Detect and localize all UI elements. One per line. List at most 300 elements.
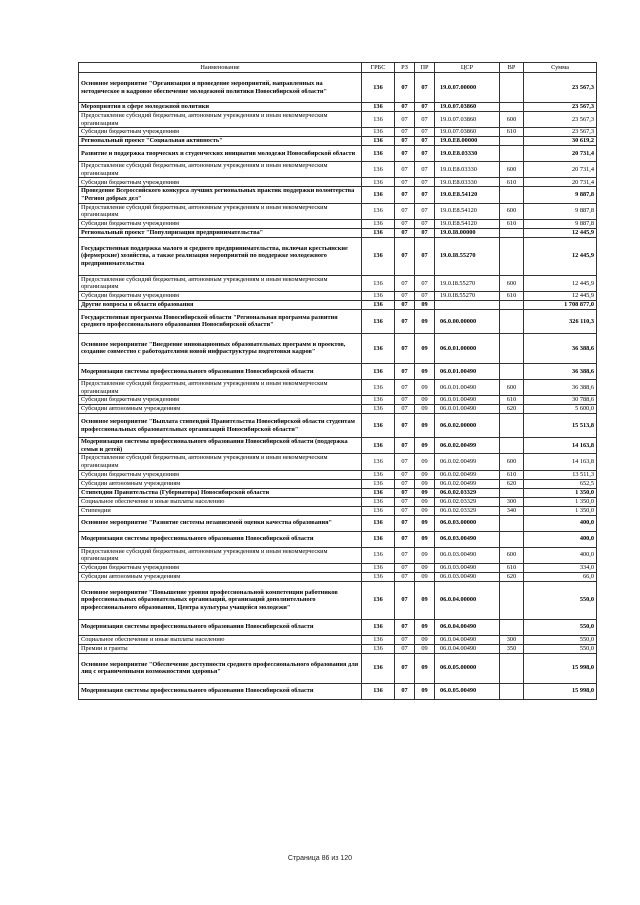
row-pr-cell: 07: [415, 203, 435, 219]
row-rz-cell: 07: [395, 479, 415, 488]
row-rz-cell: 07: [395, 112, 415, 128]
row-grbs-cell: 136: [362, 653, 395, 683]
row-csr-cell: 19.0.I8.55270: [435, 291, 500, 300]
header-rz: РЗ: [395, 63, 415, 73]
row-grbs-cell: 136: [362, 488, 395, 497]
row-sum-cell: 15 998,0: [524, 683, 597, 699]
row-name-cell: Субсидии автономным учреждениям: [79, 572, 362, 581]
row-name-cell: Субсидии бюджетным учреждениям: [79, 178, 362, 187]
row-csr-cell: 06.0.02.00000: [435, 414, 500, 438]
row-vr-cell: 600: [500, 547, 524, 563]
row-vr-cell: 340: [500, 506, 524, 515]
row-name-cell: Другие вопросы в области образования: [79, 300, 362, 309]
table-row: [79, 363, 597, 379]
row-vr-cell: 620: [500, 479, 524, 488]
row-csr-cell: 19.0.E8.54120: [435, 187, 500, 203]
row-vr-cell: 600: [500, 454, 524, 470]
row-sum-cell: 550,0: [524, 644, 597, 653]
row-sum-cell: 23 567,3: [524, 73, 597, 103]
row-grbs-cell: 136: [362, 531, 395, 547]
row-csr-cell: 06.0.02.03329: [435, 488, 500, 497]
row-grbs-cell: 136: [362, 572, 395, 581]
table-row: [79, 479, 597, 488]
row-sum-cell: 66,0: [524, 572, 597, 581]
row-name-cell: Государственная программа Новосибирской области "Региональная программа развития среднего профессионального образования Новосибирской области": [79, 309, 362, 333]
row-rz-cell: 07: [395, 237, 415, 275]
row-vr-cell: [500, 309, 524, 333]
row-grbs-cell: 136: [362, 103, 395, 112]
row-sum-cell: 400,0: [524, 515, 597, 531]
row-sum-cell: 326 110,3: [524, 309, 597, 333]
row-vr-cell: 610: [500, 396, 524, 405]
row-name-cell: Предоставление субсидий бюджетным, автономным учреждениям и иным некоммерческим организациям: [79, 454, 362, 470]
row-rz-cell: 07: [395, 137, 415, 146]
row-vr-cell: 600: [500, 275, 524, 291]
row-name-cell: Основное мероприятие "Организация и проведение мероприятий, направленных на методическое и кадровое обеспечение молодежной политики Новосибирской области": [79, 73, 362, 103]
row-rz-cell: 07: [395, 128, 415, 137]
row-sum-cell: 36 388,6: [524, 333, 597, 363]
row-csr-cell: 06.0.01.00490: [435, 363, 500, 379]
row-sum-cell: 5 600,0: [524, 405, 597, 414]
row-sum-cell: 23 567,3: [524, 112, 597, 128]
row-csr-cell: 19.0.07.03860: [435, 128, 500, 137]
row-vr-cell: [500, 581, 524, 619]
row-sum-cell: 652,5: [524, 479, 597, 488]
budget-table: [78, 62, 597, 700]
row-sum-cell: 9 887,8: [524, 219, 597, 228]
header-pr: ПР: [415, 63, 435, 73]
row-rz-cell: 07: [395, 162, 415, 178]
table-row: [79, 291, 597, 300]
row-name-cell: Социальное обеспечение и иные выплаты населению: [79, 497, 362, 506]
row-pr-cell: 09: [415, 531, 435, 547]
row-grbs-cell: 136: [362, 635, 395, 644]
row-pr-cell: 09: [415, 644, 435, 653]
row-rz-cell: 07: [395, 497, 415, 506]
row-grbs-cell: 136: [362, 506, 395, 515]
row-vr-cell: [500, 653, 524, 683]
row-pr-cell: 09: [415, 405, 435, 414]
row-sum-cell: 15 998,0: [524, 653, 597, 683]
row-vr-cell: 600: [500, 112, 524, 128]
row-vr-cell: 620: [500, 405, 524, 414]
row-sum-cell: 14 163,8: [524, 438, 597, 454]
row-rz-cell: 07: [395, 619, 415, 635]
row-sum-cell: 1 708 877,0: [524, 300, 597, 309]
row-pr-cell: 07: [415, 103, 435, 112]
row-pr-cell: 07: [415, 73, 435, 103]
row-csr-cell: 19.0.07.00000: [435, 73, 500, 103]
row-name-cell: Предоставление субсидий бюджетным, автономным учреждениям и иным некоммерческим организациям: [79, 547, 362, 563]
row-sum-cell: 30 619,2: [524, 137, 597, 146]
row-sum-cell: 36 388,6: [524, 363, 597, 379]
row-csr-cell: 06.0.02.00499: [435, 479, 500, 488]
table-row: [79, 531, 597, 547]
row-name-cell: Основное мероприятие "Развитие системы независимой оценки качества образования": [79, 515, 362, 531]
row-vr-cell: 600: [500, 203, 524, 219]
row-pr-cell: 09: [415, 653, 435, 683]
row-name-cell: Субсидии автономным учреждениям: [79, 479, 362, 488]
row-sum-cell: 14 163,8: [524, 454, 597, 470]
row-rz-cell: 07: [395, 146, 415, 162]
row-csr-cell: 19.0.07.03860: [435, 103, 500, 112]
table-row: [79, 228, 597, 237]
row-vr-cell: [500, 438, 524, 454]
row-csr-cell: 19.0.E8.03330: [435, 146, 500, 162]
row-name-cell: Субсидии бюджетным учреждениям: [79, 396, 362, 405]
row-csr-cell: 19.0.I8.55270: [435, 275, 500, 291]
row-csr-cell: 06.0.03.00490: [435, 572, 500, 581]
row-name-cell: Мероприятия в сфере молодежной политики: [79, 103, 362, 112]
row-pr-cell: 09: [415, 414, 435, 438]
row-grbs-cell: 136: [362, 228, 395, 237]
row-vr-cell: 300: [500, 497, 524, 506]
row-csr-cell: 06.0.01.00490: [435, 405, 500, 414]
row-pr-cell: 09: [415, 309, 435, 333]
budget-document: [78, 62, 596, 700]
row-pr-cell: 07: [415, 187, 435, 203]
row-pr-cell: 07: [415, 228, 435, 237]
row-grbs-cell: 136: [362, 300, 395, 309]
row-rz-cell: 07: [395, 572, 415, 581]
row-csr-cell: 19.0.07.03860: [435, 112, 500, 128]
row-name-cell: Проведение Всероссийского конкурса лучших региональных практик поддержки волонтерства "Регион добрых дел": [79, 187, 362, 203]
row-csr-cell: 06.0.02.00499: [435, 454, 500, 470]
row-name-cell: Субсидии бюджетным учреждениям: [79, 291, 362, 300]
row-grbs-cell: 136: [362, 275, 395, 291]
row-name-cell: Основное мероприятие "Выплата стипендий Правительства Новосибирской области студентам профессиональных образовательных организаций Новосибирской области": [79, 414, 362, 438]
row-csr-cell: 06.0.01.00490: [435, 396, 500, 405]
table-row: [79, 653, 597, 683]
row-sum-cell: 550,0: [524, 581, 597, 619]
row-grbs-cell: 136: [362, 470, 395, 479]
row-grbs-cell: 136: [362, 619, 395, 635]
row-name-cell: Премии и гранты: [79, 644, 362, 653]
row-vr-cell: 610: [500, 563, 524, 572]
row-pr-cell: 09: [415, 635, 435, 644]
row-rz-cell: 07: [395, 103, 415, 112]
table-row: [79, 515, 597, 531]
row-pr-cell: 07: [415, 128, 435, 137]
row-csr-cell: 06.0.02.00499: [435, 438, 500, 454]
row-pr-cell: 07: [415, 112, 435, 128]
row-csr-cell: 19.0.E8.54120: [435, 203, 500, 219]
row-pr-cell: 07: [415, 162, 435, 178]
row-sum-cell: 550,0: [524, 619, 597, 635]
row-pr-cell: 09: [415, 396, 435, 405]
row-vr-cell: 600: [500, 379, 524, 395]
row-pr-cell: 09: [415, 488, 435, 497]
row-vr-cell: [500, 683, 524, 699]
row-pr-cell: 09: [415, 333, 435, 363]
row-grbs-cell: 136: [362, 162, 395, 178]
table-row: [79, 454, 597, 470]
row-pr-cell: 09: [415, 547, 435, 563]
header-name: Наименование: [79, 63, 362, 73]
row-sum-cell: 30 788,6: [524, 396, 597, 405]
row-pr-cell: 09: [415, 515, 435, 531]
table-row: [79, 237, 597, 275]
row-vr-cell: 610: [500, 128, 524, 137]
row-grbs-cell: 136: [362, 291, 395, 300]
row-csr-cell: 06.0.04.00000: [435, 581, 500, 619]
row-vr-cell: [500, 363, 524, 379]
row-rz-cell: 07: [395, 228, 415, 237]
row-csr-cell: 06.0.05.00000: [435, 653, 500, 683]
row-grbs-cell: 136: [362, 547, 395, 563]
row-pr-cell: 09: [415, 363, 435, 379]
row-rz-cell: 07: [395, 396, 415, 405]
row-sum-cell: 1 350,0: [524, 506, 597, 515]
row-csr-cell: 19.0.E8.54120: [435, 219, 500, 228]
table-row: [79, 488, 597, 497]
row-name-cell: Субсидии автономным учреждениям: [79, 405, 362, 414]
row-sum-cell: 1 350,0: [524, 497, 597, 506]
row-name-cell: Предоставление субсидий бюджетным, автономным учреждениям и иным некоммерческим организациям: [79, 112, 362, 128]
row-rz-cell: 07: [395, 219, 415, 228]
row-sum-cell: 20 731,4: [524, 162, 597, 178]
row-csr-cell: 06.0.03.00490: [435, 531, 500, 547]
table-row: [79, 146, 597, 162]
row-pr-cell: 09: [415, 572, 435, 581]
header-grbs: ГРБС: [362, 63, 395, 73]
row-vr-cell: [500, 146, 524, 162]
row-pr-cell: 09: [415, 479, 435, 488]
row-sum-cell: 400,0: [524, 531, 597, 547]
row-csr-cell: 06.0.00.00000: [435, 309, 500, 333]
row-rz-cell: 07: [395, 300, 415, 309]
table-row: [79, 300, 597, 309]
row-vr-cell: [500, 414, 524, 438]
row-name-cell: Модернизация системы профессионального образования Новосибирской области: [79, 363, 362, 379]
row-vr-cell: 610: [500, 291, 524, 300]
row-csr-cell: 06.0.02.00499: [435, 470, 500, 479]
row-name-cell: Стипендии Правительства (Губернатора) Новосибирской области: [79, 488, 362, 497]
row-grbs-cell: 136: [362, 515, 395, 531]
row-csr-cell: 19.0.E8.00000: [435, 137, 500, 146]
row-pr-cell: 07: [415, 137, 435, 146]
row-vr-cell: 600: [500, 162, 524, 178]
table-row: [79, 414, 597, 438]
row-grbs-cell: 136: [362, 379, 395, 395]
table-row: [79, 379, 597, 395]
row-name-cell: Основное мероприятие "Внедрение инновационных образовательных программ и проектов, создание совместно с работодателями новой инфраструктуры подготовки кадров": [79, 333, 362, 363]
row-rz-cell: 07: [395, 414, 415, 438]
row-rz-cell: 07: [395, 683, 415, 699]
row-pr-cell: 09: [415, 454, 435, 470]
row-rz-cell: 07: [395, 470, 415, 479]
row-pr-cell: 07: [415, 178, 435, 187]
table-row: [79, 203, 597, 219]
row-pr-cell: 07: [415, 237, 435, 275]
row-vr-cell: 610: [500, 178, 524, 187]
row-vr-cell: [500, 333, 524, 363]
row-sum-cell: 20 731,4: [524, 146, 597, 162]
row-csr-cell: 06.0.03.00000: [435, 515, 500, 531]
row-vr-cell: [500, 228, 524, 237]
row-sum-cell: 9 887,8: [524, 203, 597, 219]
row-grbs-cell: 136: [362, 146, 395, 162]
row-rz-cell: 07: [395, 333, 415, 363]
row-rz-cell: 07: [395, 438, 415, 454]
row-name-cell: Предоставление субсидий бюджетным, автономным учреждениям и иным некоммерческим организациям: [79, 203, 362, 219]
row-pr-cell: 09: [415, 438, 435, 454]
row-csr-cell: 06.0.01.00000: [435, 333, 500, 363]
table-header-row: [79, 63, 597, 73]
row-grbs-cell: 136: [362, 414, 395, 438]
row-vr-cell: [500, 103, 524, 112]
row-csr-cell: 06.0.02.03329: [435, 497, 500, 506]
row-grbs-cell: 136: [362, 479, 395, 488]
row-vr-cell: [500, 488, 524, 497]
row-rz-cell: 07: [395, 379, 415, 395]
row-grbs-cell: 136: [362, 454, 395, 470]
row-grbs-cell: 136: [362, 438, 395, 454]
row-pr-cell: 07: [415, 291, 435, 300]
row-vr-cell: [500, 531, 524, 547]
row-name-cell: Развитие и поддержка творческих и студенческих инициатив молодежи Новосибирской области: [79, 146, 362, 162]
row-rz-cell: 07: [395, 203, 415, 219]
row-pr-cell: 09: [415, 563, 435, 572]
table-row: [79, 438, 597, 454]
row-rz-cell: 07: [395, 187, 415, 203]
table-row: [79, 644, 597, 653]
row-pr-cell: 09: [415, 619, 435, 635]
row-name-cell: Государственная поддержка малого и среднего предпринимательства, включая крестьянские (фермерские) хозяйства, а также реализация мероприятий по поддержке молодежного предпринимательства: [79, 237, 362, 275]
row-name-cell: Субсидии бюджетным учреждениям: [79, 219, 362, 228]
table-row: [79, 581, 597, 619]
table-row: [79, 396, 597, 405]
row-vr-cell: [500, 300, 524, 309]
row-name-cell: Модернизация системы профессионального образования Новосибирской области (поддержка семьи и детей): [79, 438, 362, 454]
row-sum-cell: 23 567,3: [524, 103, 597, 112]
row-grbs-cell: 136: [362, 333, 395, 363]
row-sum-cell: 12 445,9: [524, 237, 597, 275]
row-rz-cell: 07: [395, 635, 415, 644]
row-rz-cell: 07: [395, 644, 415, 653]
row-grbs-cell: 136: [362, 112, 395, 128]
row-pr-cell: 09: [415, 470, 435, 479]
row-grbs-cell: 136: [362, 497, 395, 506]
page-number: Страница 86 из 120: [287, 855, 353, 862]
row-csr-cell: 19.0.I8.00000: [435, 228, 500, 237]
table-row: [79, 547, 597, 563]
row-rz-cell: 07: [395, 515, 415, 531]
table-row: [79, 506, 597, 515]
row-pr-cell: 09: [415, 497, 435, 506]
row-csr-cell: 06.0.03.00490: [435, 547, 500, 563]
table-row: [79, 333, 597, 363]
row-rz-cell: 07: [395, 488, 415, 497]
row-pr-cell: 09: [415, 300, 435, 309]
row-name-cell: Модернизация системы профессионального образования Новосибирской области: [79, 683, 362, 699]
table-row: [79, 683, 597, 699]
row-name-cell: Социальное обеспечение и иные выплаты населению: [79, 635, 362, 644]
row-vr-cell: [500, 73, 524, 103]
row-grbs-cell: 136: [362, 73, 395, 103]
row-name-cell: Субсидии бюджетным учреждениям: [79, 128, 362, 137]
table-row: [79, 635, 597, 644]
row-sum-cell: 12 445,9: [524, 275, 597, 291]
row-sum-cell: 9 887,8: [524, 187, 597, 203]
table-row: [79, 178, 597, 187]
row-rz-cell: 07: [395, 454, 415, 470]
row-name-cell: Основное мероприятие "Обеспечение доступности среднего профессионального образования для лиц с ограниченными возможностями здоровья": [79, 653, 362, 683]
row-pr-cell: 09: [415, 379, 435, 395]
row-grbs-cell: 136: [362, 581, 395, 619]
table-row: [79, 103, 597, 112]
table-row: [79, 128, 597, 137]
row-grbs-cell: 136: [362, 237, 395, 275]
table-row: [79, 162, 597, 178]
row-name-cell: Модернизация системы профессионального образования Новосибирской области: [79, 619, 362, 635]
row-vr-cell: [500, 187, 524, 203]
table-row: [79, 275, 597, 291]
row-name-cell: Стипендии: [79, 506, 362, 515]
table-row: [79, 563, 597, 572]
header-vr: ВР: [500, 63, 524, 73]
table-row: [79, 112, 597, 128]
row-pr-cell: 07: [415, 219, 435, 228]
row-rz-cell: 07: [395, 309, 415, 333]
row-pr-cell: 09: [415, 506, 435, 515]
row-csr-cell: 06.0.04.00490: [435, 619, 500, 635]
row-sum-cell: 12 445,9: [524, 228, 597, 237]
row-rz-cell: 07: [395, 506, 415, 515]
row-name-cell: Модернизация системы профессионального образования Новосибирской области: [79, 531, 362, 547]
row-name-cell: Основное мероприятие "Повышение уровня профессиональной компетенции работников профессиональных образовательных организаций, организаций дополнительного профессионального образования, Центра культуры учащейся молодежи": [79, 581, 362, 619]
row-grbs-cell: 136: [362, 563, 395, 572]
row-sum-cell: 15 513,8: [524, 414, 597, 438]
row-csr-cell: 06.0.01.00490: [435, 379, 500, 395]
row-rz-cell: 07: [395, 531, 415, 547]
row-grbs-cell: 136: [362, 405, 395, 414]
row-vr-cell: 620: [500, 572, 524, 581]
row-name-cell: Субсидии бюджетным учреждениям: [79, 563, 362, 572]
row-grbs-cell: 136: [362, 128, 395, 137]
row-csr-cell: 06.0.04.00490: [435, 644, 500, 653]
row-pr-cell: 07: [415, 275, 435, 291]
table-row: [79, 405, 597, 414]
table-row: [79, 73, 597, 103]
row-csr-cell: [435, 300, 500, 309]
row-grbs-cell: 136: [362, 644, 395, 653]
row-csr-cell: 19.0.E8.03330: [435, 178, 500, 187]
row-csr-cell: 06.0.03.00490: [435, 563, 500, 572]
row-sum-cell: 1 350,0: [524, 488, 597, 497]
row-grbs-cell: 136: [362, 178, 395, 187]
row-rz-cell: 07: [395, 275, 415, 291]
row-vr-cell: 350: [500, 644, 524, 653]
row-csr-cell: 19.0.E8.03330: [435, 162, 500, 178]
row-rz-cell: 07: [395, 73, 415, 103]
row-sum-cell: 550,0: [524, 635, 597, 644]
row-rz-cell: 07: [395, 178, 415, 187]
row-grbs-cell: 136: [362, 137, 395, 146]
row-vr-cell: [500, 237, 524, 275]
row-csr-cell: 06.0.04.00490: [435, 635, 500, 644]
row-vr-cell: [500, 137, 524, 146]
row-sum-cell: 36 388,6: [524, 379, 597, 395]
row-grbs-cell: 136: [362, 363, 395, 379]
row-name-cell: Предоставление субсидий бюджетным, автономным учреждениям и иным некоммерческим организациям: [79, 162, 362, 178]
table-body: [79, 73, 597, 700]
row-grbs-cell: 136: [362, 203, 395, 219]
header-csr: ЦСР: [435, 63, 500, 73]
row-grbs-cell: 136: [362, 683, 395, 699]
row-sum-cell: 334,0: [524, 563, 597, 572]
row-vr-cell: 610: [500, 219, 524, 228]
